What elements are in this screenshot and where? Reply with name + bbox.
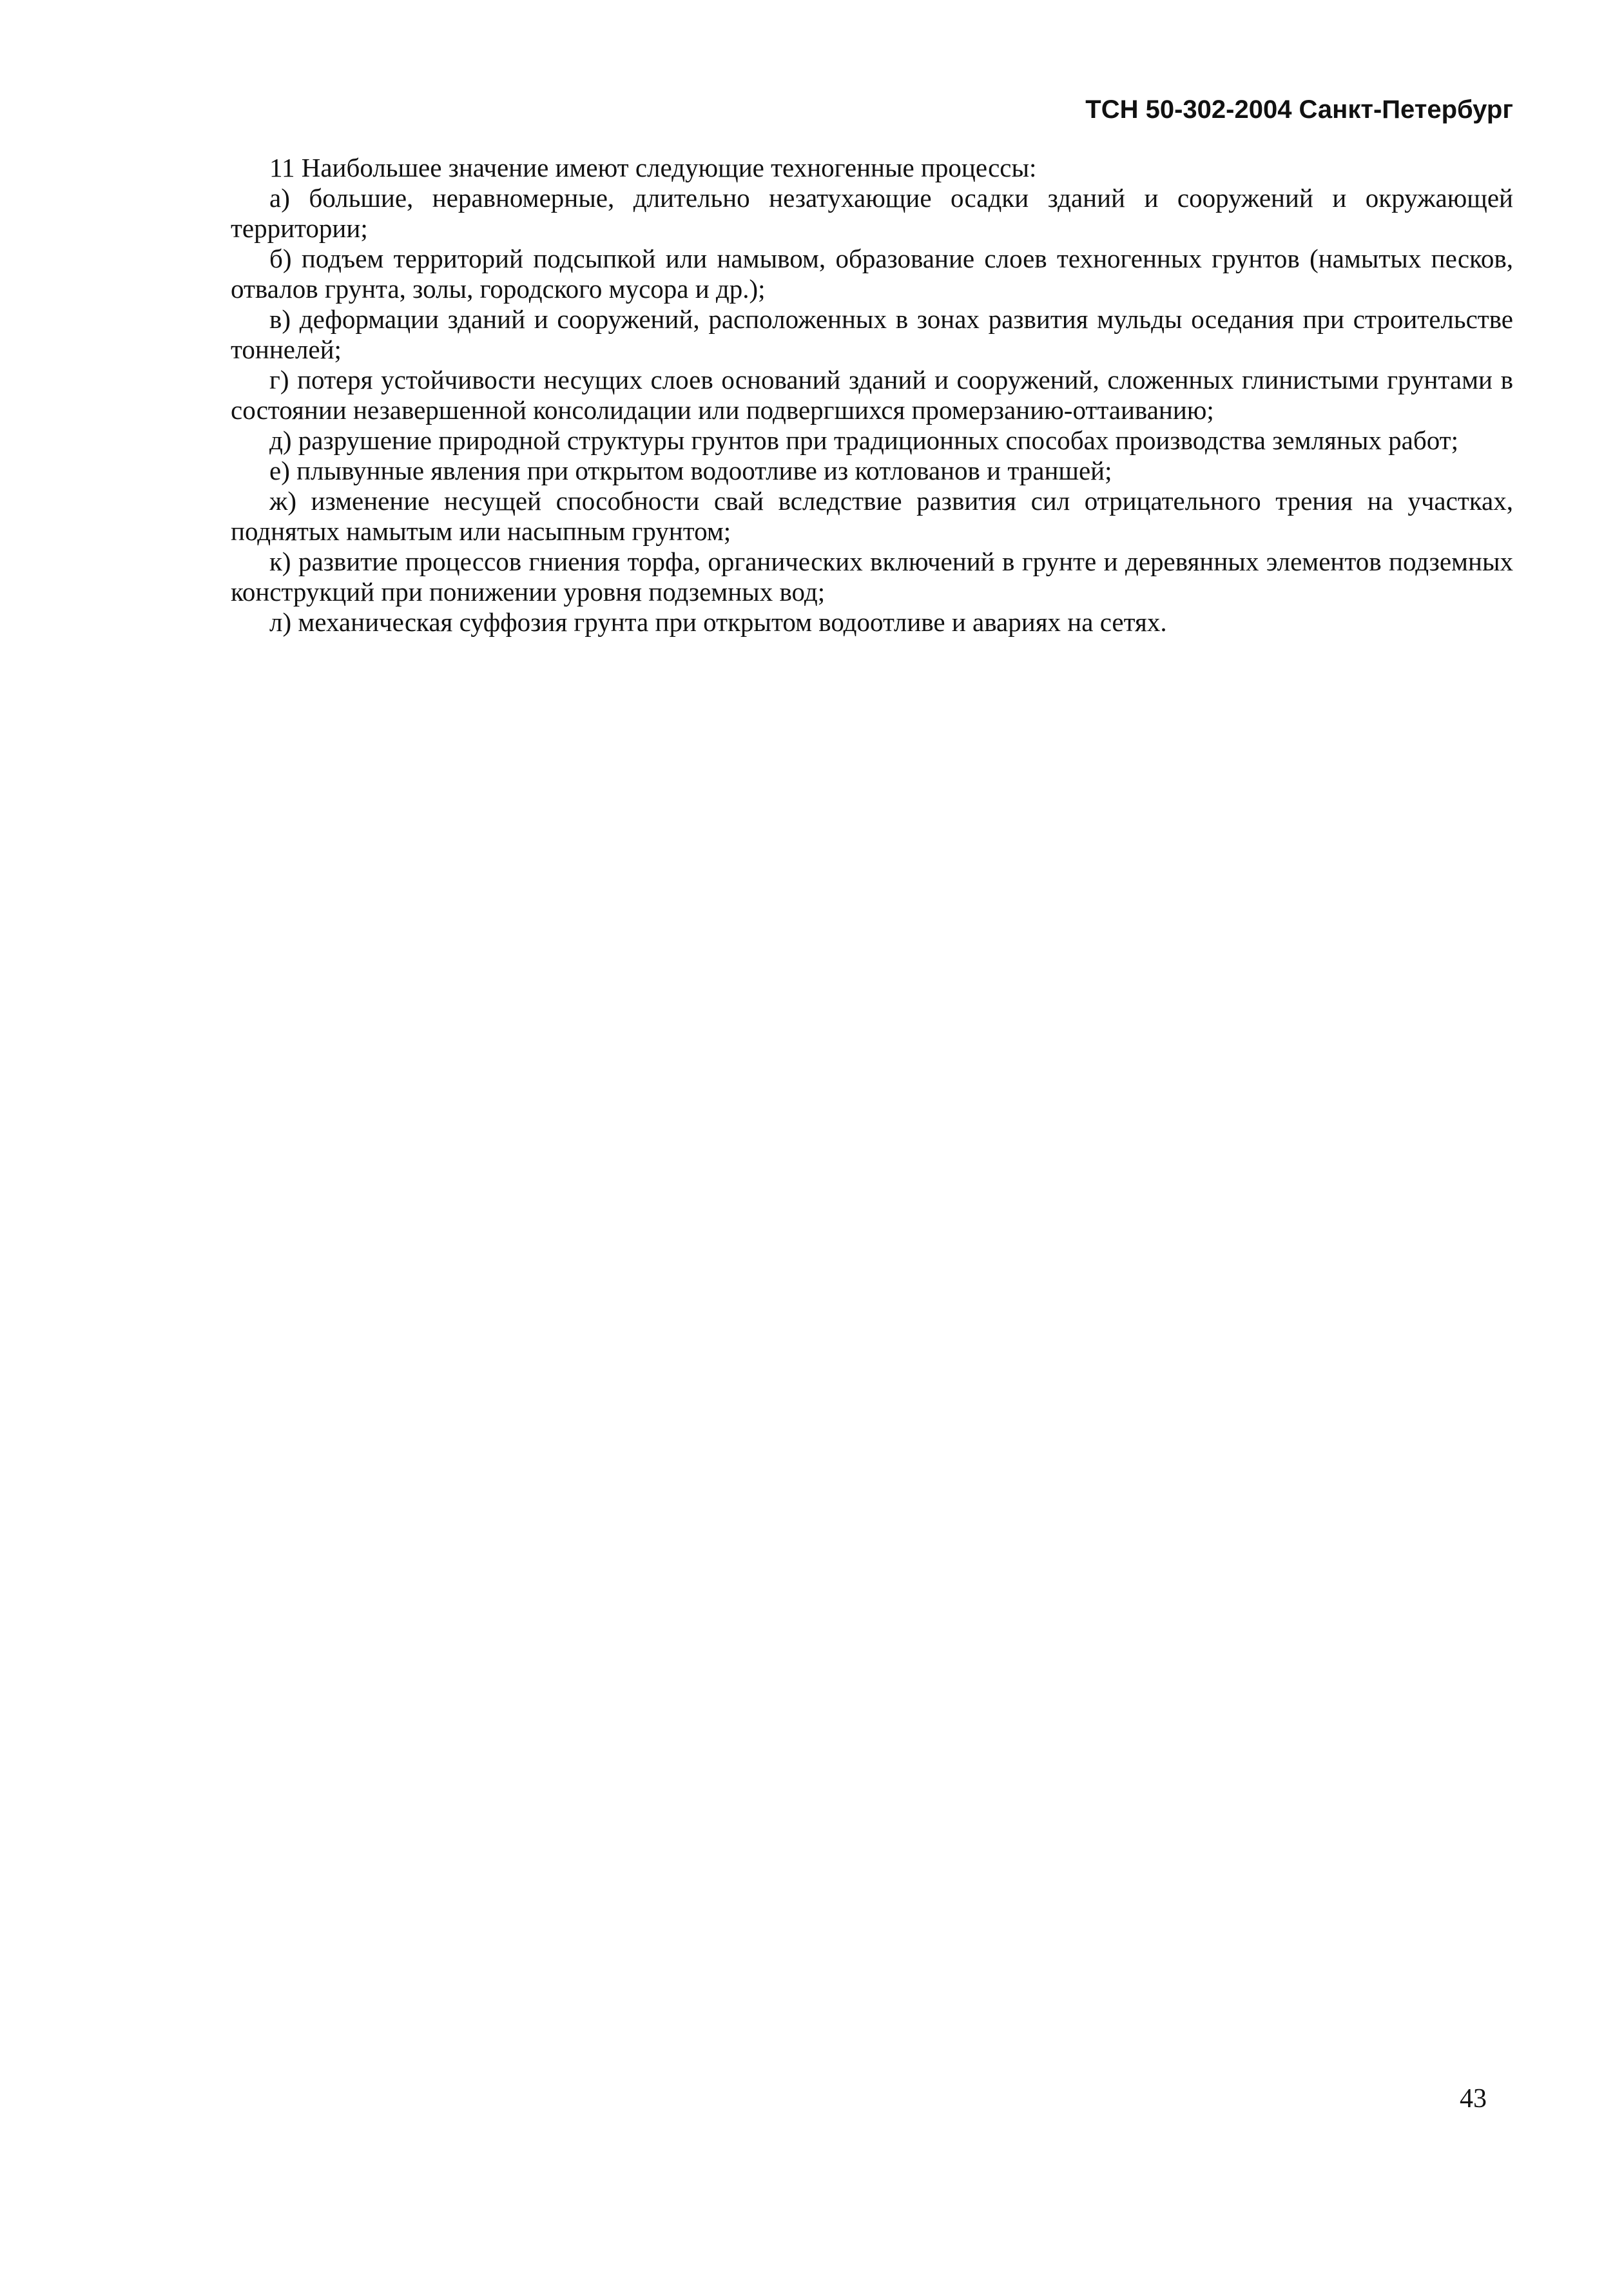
list-item-d: д) разрушение природной структуры грунтов при традиционных способах производства земляных работ; (269, 425, 1458, 455)
list-item-k: к) развитие процессов гниения торфа, органических включений в грунте и деревянных элементов подземных конструкций при понижении уровня подземных вод; (231, 547, 1513, 607)
page-number: 43 (1460, 2084, 1487, 2114)
list-item-g: г) потеря устойчивости несущих слоев оснований зданий и сооружений, сложенных глинистыми грунтами в состоянии незавершенной консолидации или подвергшихся промерзанию-оттаиванию; (231, 365, 1513, 425)
list-item-b: б) подъем территорий подсыпкой или намывом, образование слоев техногенных грунтов (намытых песков, отвалов грунта, золы, городского мусора и др.); (231, 244, 1513, 304)
list-item-v: в) деформации зданий и сооружений, расположенных в зонах развития мульды оседания при строительстве тоннелей; (231, 304, 1513, 364)
body-text (231, 153, 1513, 638)
list-item-a: а) большие, неравномерные, длительно незатухающие осадки зданий и сооружений и окружающей территории; (231, 183, 1513, 243)
running-header: ТСН 50-302-2004 Санкт-Петербург (1085, 95, 1513, 124)
list-item-zh: ж) изменение несущей способности свай вследствие развития сил отрицательного трения на участках, поднятых намытым или насыпным грунтом; (231, 486, 1513, 546)
list-item-l: л) механическая суффозия грунта при открытом водоотливе и авариях на сетях. (269, 607, 1167, 637)
intro-paragraph: 11 Наибольшее значение имеют следующие техногенные процессы: (269, 153, 1037, 182)
list-item-e: е) плывунные явления при открытом водоотливе из котлованов и траншей; (269, 456, 1112, 485)
